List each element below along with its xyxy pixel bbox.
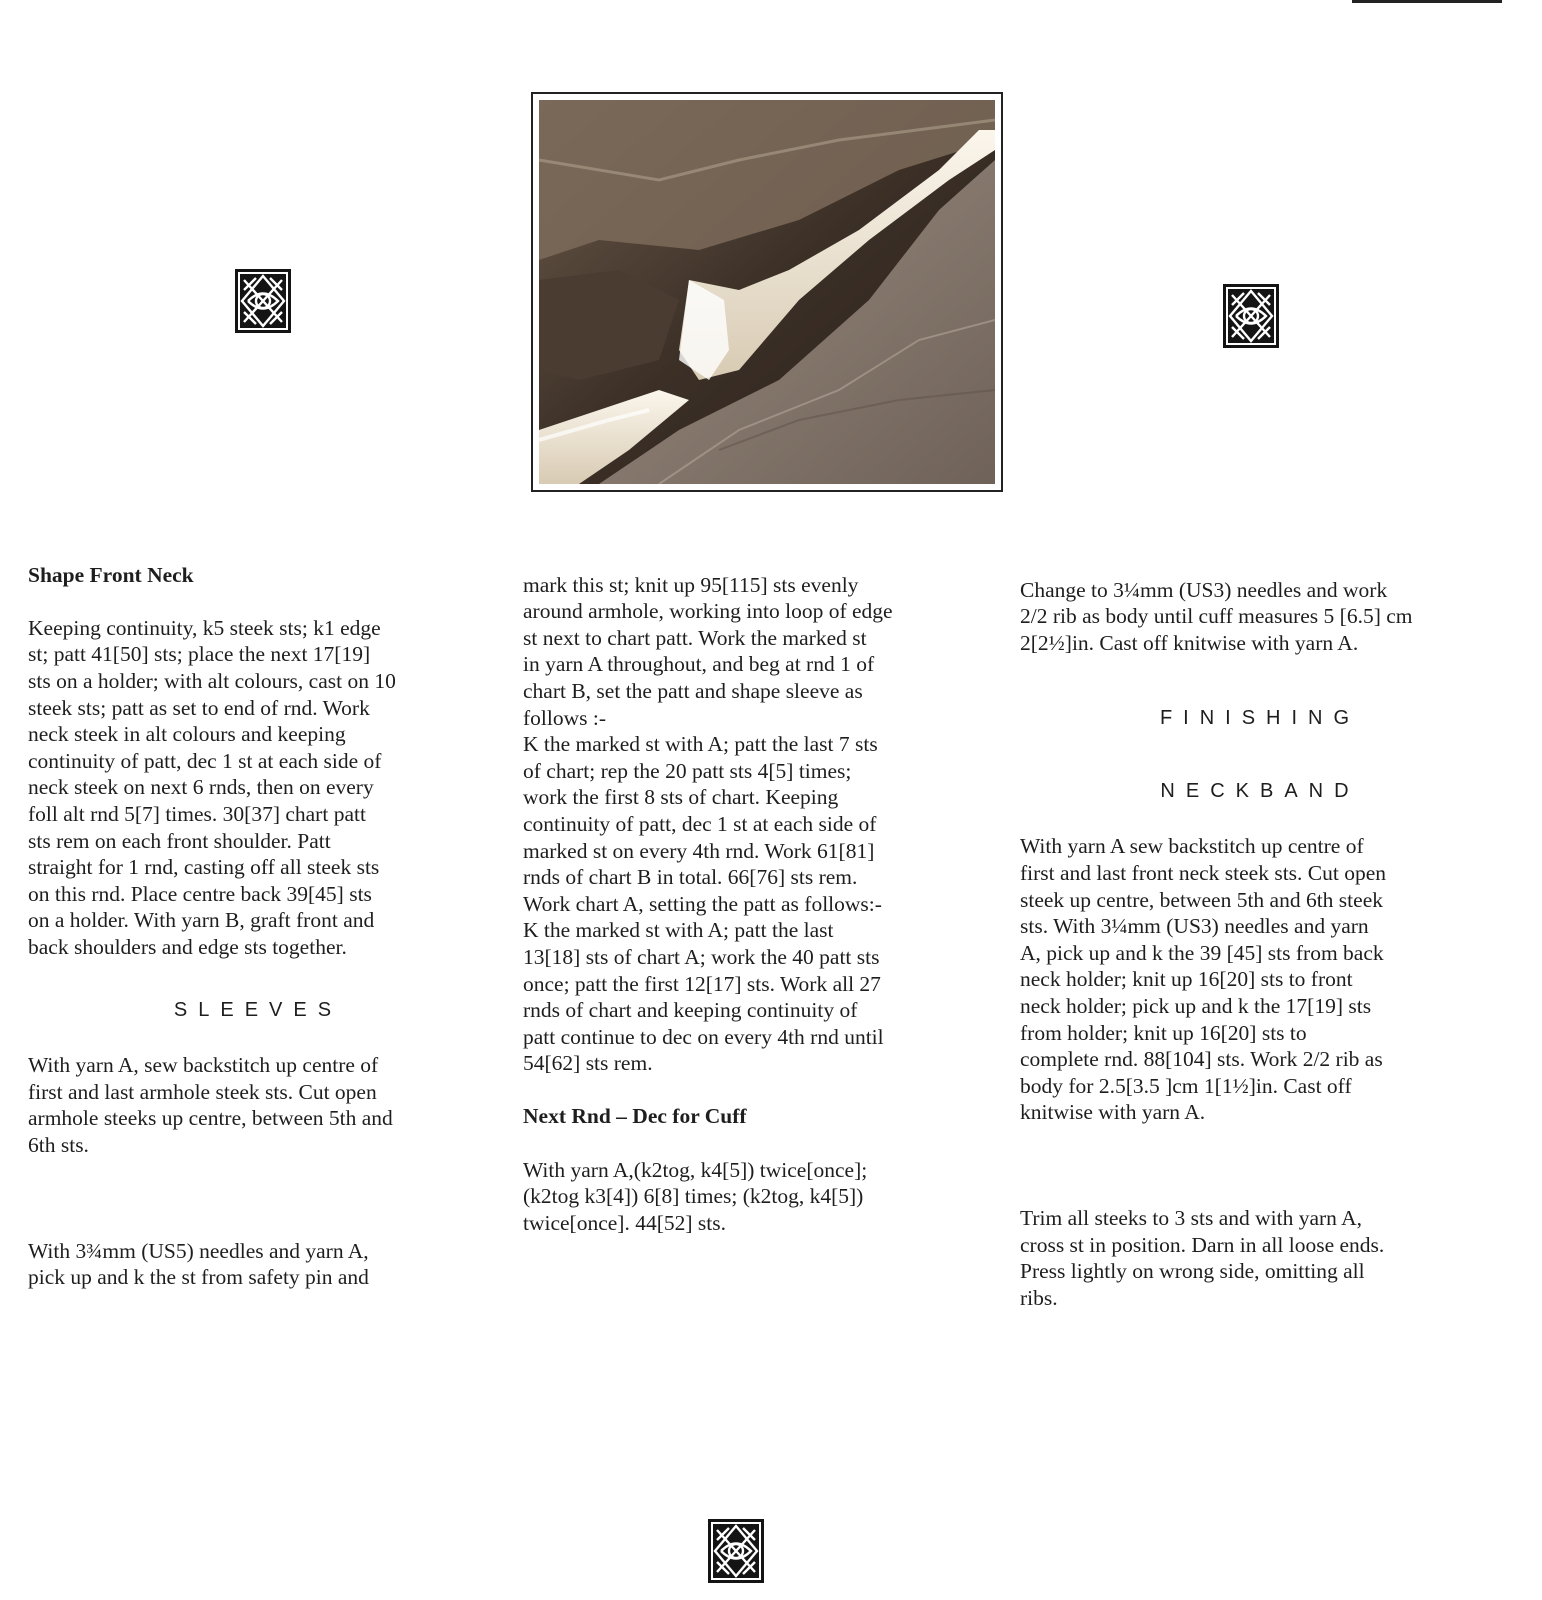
paragraph: Keeping continuity, k5 steek sts; k1 edge st; patt 41[50] sts; place the next 17[19] sts on a holder; with alt colours, cast on 10 steek sts; patt as set to end of rnd. Work neck steek in alt colours and keeping continuity of patt, dec 1 st at each side of neck steek on next 6 rnds, then on every foll alt rnd 5[7] times. 30[37] chart patt sts rem on each front shoulder. Patt straight for 1 rnd, casting off all steek sts on this rnd. Place centre back 39[45] sts on a holder. With yarn B, graft front and back shoulders and edge sts together. [28, 615, 396, 959]
celtic-knot-icon [1222, 283, 1280, 349]
celtic-knot-icon [707, 1518, 765, 1584]
spacer [28, 1185, 488, 1211]
top-rule [1352, 0, 1502, 3]
paragraph: With yarn A,(k2tog, k4[5]) twice[once]; (k2tog k3[4]) 6[8] times; (k2tog, k4[5]) twice[once]. 44[52] sts. [523, 1157, 868, 1235]
paragraph: With yarn A sew backstitch up centre of first and last front neck steek sts. Cut open steek up centre, between 5th and 6th steek sts. With 3¼mm (US3) needles and yarn A, pick up and k the 39 [45] sts from back neck holder; knit up 16[20] sts to front neck holder; pick up and k the 17[19] sts from holder; knit up 16[20] sts to complete rnd. 88[104] sts. Work 2/2 rib as body for 2.5[3.5 ]cm 1[1½]in. Cast off knitwise with yarn A. [1020, 834, 1387, 1125]
section-heading: Next Rnd – Dec for Cuff [523, 1104, 747, 1129]
paragraph: Trim all steeks to 3 sts and with yarn A, cross st in position. Darn in all loose ends. Press lightly on wrong side, omitting all ribs. [1020, 1206, 1385, 1310]
spacer [1020, 1152, 1500, 1178]
section-title: NECKBAND [1160, 780, 1360, 803]
waterfall-photo [531, 92, 1003, 492]
paragraph: mark this st; knit up 95[115] sts evenly around armhole, working into loop of edge st next to chart patt. Work the marked st in yarn A throughout, and beg at rnd 1 of chart B, set the patt and shape sleeve as follows :- K the marked st with A; patt the last 7 sts of chart; rep the 20 patt sts 4[5] times; work the first 8 sts of chart. Keeping continuity of patt, dec 1 st at each side of marked st on every 4th rnd. Work 61[81] rnds of chart B in total. 66[76] sts rem. Work chart A, setting the patt as follows:- K the marked st with A; patt the last 13[18] sts of chart A; work the 40 patt sts once; patt the first 12[17] sts. Work all 27 rnds of chart and keeping continuity of patt continue to dec on every 4th rnd until 54[62] sts rem. [523, 572, 893, 1076]
section-title: SLEEVES [173, 999, 343, 1022]
column-left [28, 535, 488, 1318]
section-heading: Shape Front Neck [28, 562, 194, 587]
paragraph: With 3¾mm (US5) needles and yarn A, pick up and k the st from safety pin and [28, 1238, 369, 1290]
column-middle [523, 545, 993, 1263]
column-right [1020, 550, 1500, 1338]
paragraph: With yarn A, sew backstitch up centre of first and last armhole steek sts. Cut open armhole steeks up centre, between 5th and 6th sts. [28, 1053, 393, 1158]
paragraph: Change to 3¼mm (US3) needles and work 2/2 rib as body until cuff measures 5 [6.5] cm 2[2½]in. Cast off knitwise with yarn A. [1020, 577, 1413, 655]
section-title: FINISHING [1159, 706, 1361, 729]
celtic-knot-icon [234, 268, 292, 334]
